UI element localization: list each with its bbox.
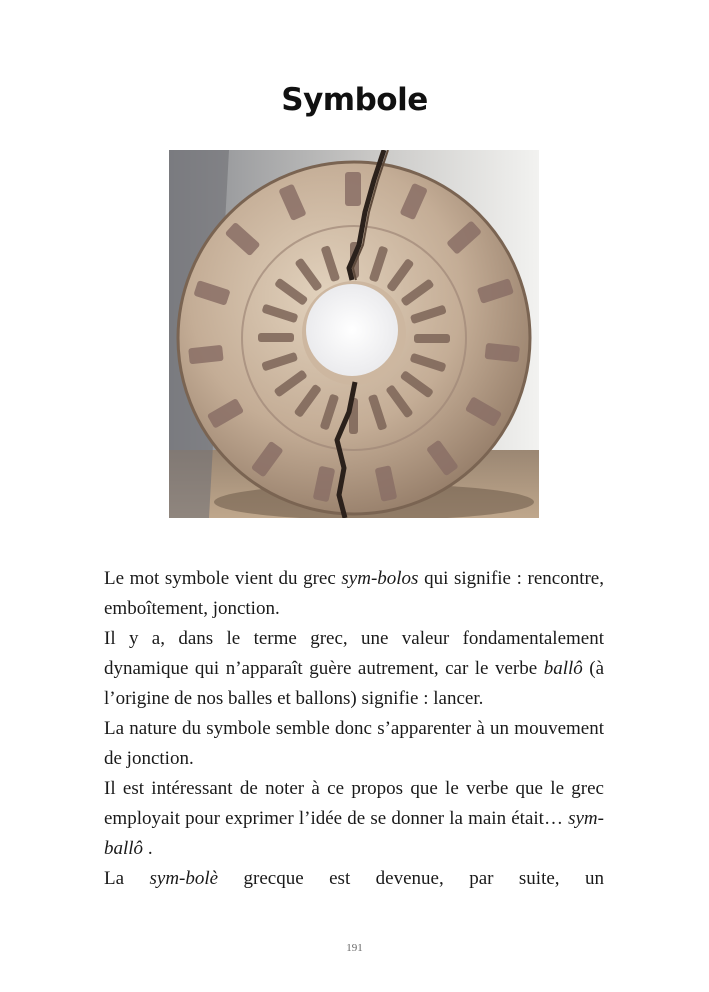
page-number: 191 [346,942,363,954]
millstone-photo [169,150,539,518]
millstone-illustration [169,150,539,518]
body-text [104,564,604,894]
paragraph: La sym-bolè grecque est devenue, par suite, un [104,868,604,889]
paragraph: Il y a, dans le terme grec, une valeur fondamentalement dynamique qui n’apparaît guère autrement, car le verbe ballô (à l’origine de nos balles et ballons) signifie : lancer. [104,628,605,709]
paragraph: Le mot symbole vient du grec sym-bolos qui signifie : rencontre, emboîtement, jonction. [104,568,604,619]
page-title: Symbole [281,82,428,118]
paragraph: La nature du symbole semble donc s’apparenter à un mouvement de jonction. [104,718,604,769]
paragraph: Il est intéressant de noter à ce propos que le verbe que le grec employait pour exprimer l’idée de se donner la main était… sym-ballô . [104,778,604,859]
